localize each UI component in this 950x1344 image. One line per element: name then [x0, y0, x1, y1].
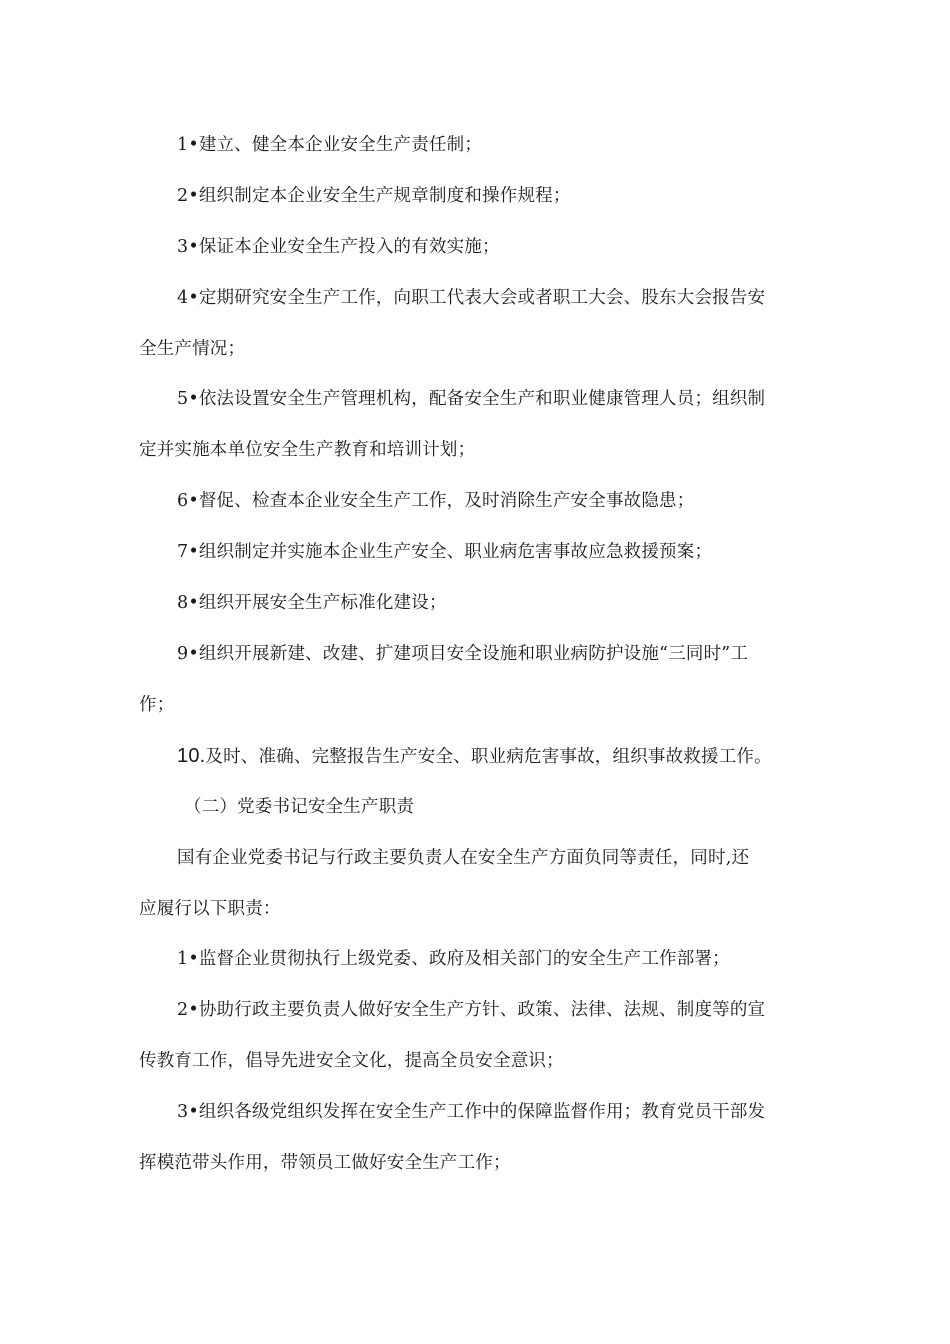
duty-item-9-continuation: 作； [139, 695, 175, 715]
duty-item-5: 5•依法设置安全生产管理机构，配备安全生产和职业健康管理人员；组织制 [177, 389, 766, 409]
secretary-duty-item-1: 1•监督企业贯彻执行上级党委、政府及相关部门的安全生产工作部署； [177, 949, 730, 969]
duty-item-7: 7•组织制定并实施本企业生产安全、职业病危害事故应急救援预案； [177, 542, 713, 562]
duty-item-2: 2•组织制定本企业安全生产规章制度和操作规程； [177, 186, 571, 206]
duty-item-8: 8•组织开展安全生产标准化建设； [177, 593, 447, 613]
duty-item-9: 9•组织开展新建、改建、扩建项目安全设施和职业病防护设施“三同时”工 [177, 644, 749, 664]
section-heading: （二）党委书记安全生产职责 [184, 797, 415, 817]
duty-item-6: 6•督促、检查本企业安全生产工作，及时消除生产安全事故隐患； [177, 491, 695, 511]
intro-paragraph: 国有企业党委书记与行政主要负责人在安全生产方面负同等责任，同时,还 [177, 848, 750, 868]
duty-item-4: 4•定期研究安全生产工作，向职工代表大会或者职工大会、股东大会报告安 [177, 288, 766, 308]
secretary-duty-item-2: 2•协助行政主要负责人做好安全生产方针、政策、法律、法规、制度等的宣 [177, 1000, 766, 1020]
duty-item-1: 1•建立、健全本企业安全生产责任制； [177, 135, 483, 155]
duty-item-10-number: 10. [177, 745, 206, 767]
secretary-duty-item-3: 3•组织各级党组织发挥在安全生产工作中的保障监督作用；教育党员干部发 [177, 1102, 766, 1122]
secretary-duty-item-3-continuation: 挥模范带头作用，带领员工做好安全生产工作； [139, 1153, 511, 1173]
secretary-duty-item-2-continuation: 传教育工作，倡导先进安全文化，提高全员安全意识； [139, 1051, 564, 1071]
duty-item-4-continuation: 全生产情况； [139, 339, 246, 359]
duty-item-3: 3•保证本企业安全生产投入的有效实施； [177, 237, 500, 257]
duty-item-5-continuation: 定并实施本单位安全生产教育和培训计划； [139, 440, 476, 460]
duty-item-10 [177, 744, 772, 769]
duty-item-10-text: 及时、准确、完整报告生产安全、职业病危害事故，组织事故救援工作。 [205, 747, 772, 767]
intro-paragraph-continuation: 应履行以下职责： [139, 899, 281, 919]
